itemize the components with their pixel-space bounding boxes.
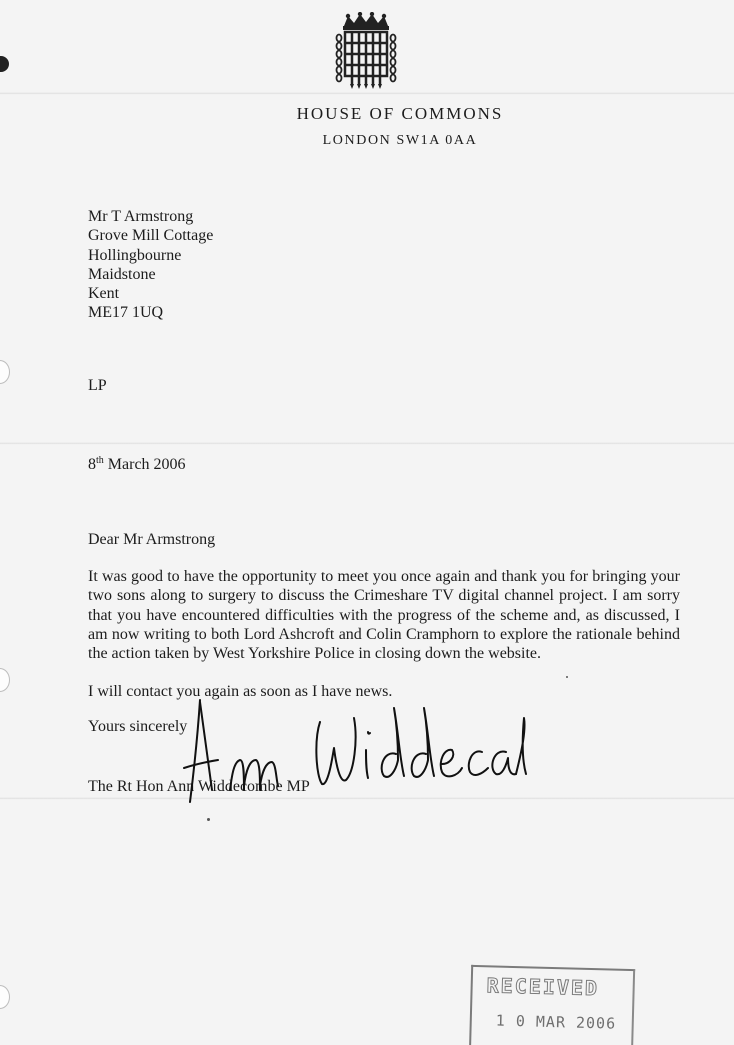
reference-initials: LP: [88, 377, 107, 394]
stamp-date: 1 0 MAR 2006: [495, 1011, 617, 1033]
stamp-title: RECEIVED: [486, 973, 600, 1001]
body-paragraph: It was good to have the opportunity to meet you once again and thank you for bringing your two sons along to surgery to discuss the Crimeshare TV digital channel project. I am sorry that you have encountered difficulties with the progress of the scheme and, as discussed, I am now writing to both Lord Ashcroft and Colin Cramphorn to explore the rationale behind the action taken by West Yorkshire Police in closing down the website.: [88, 568, 680, 663]
recipient-address-line: Kent: [88, 285, 120, 303]
recipient-address-line: Hollingbourne: [88, 246, 182, 264]
sign-off: Yours sincerely: [88, 718, 188, 735]
recipient-address: [88, 207, 213, 323]
fold-crease-middle: [0, 442, 734, 445]
letterhead-title: [0, 104, 734, 124]
letterhead-title-text: HOUSE OF COMMONS: [296, 104, 504, 123]
letterhead-address: [0, 133, 734, 149]
date-month-year: March 2006: [103, 456, 186, 473]
recipient-address-line: Maidstone: [88, 265, 156, 283]
paper-speck: [207, 818, 210, 821]
punch-hole-top: [0, 56, 9, 72]
handwritten-signature: [170, 690, 530, 810]
received-stamp: [469, 965, 635, 1045]
letterhead-address-text: LONDON SW1A 0AA: [322, 133, 478, 148]
closing-line: I will contact you again as soon as I have news.: [88, 683, 393, 700]
recipient-postcode: ME17 1UQ: [88, 304, 164, 322]
fold-crease-top: [0, 92, 734, 95]
letter-date: [88, 455, 186, 474]
punch-hole-upper: [0, 360, 10, 384]
paper-speck: [566, 676, 568, 678]
punch-hole-lower: [0, 668, 10, 692]
date-suffix: th: [96, 455, 104, 466]
portcullis-crest-icon: [330, 12, 402, 90]
signatory-name: The Rt Hon Ann Widdecombe MP: [88, 778, 310, 795]
salutation: Dear Mr Armstrong: [88, 531, 216, 548]
recipient-address-line: Grove Mill Cottage: [88, 227, 214, 245]
recipient-name: Mr T Armstrong: [88, 208, 194, 225]
date-day: 8: [88, 456, 96, 473]
punch-hole-bottom: [0, 985, 10, 1009]
